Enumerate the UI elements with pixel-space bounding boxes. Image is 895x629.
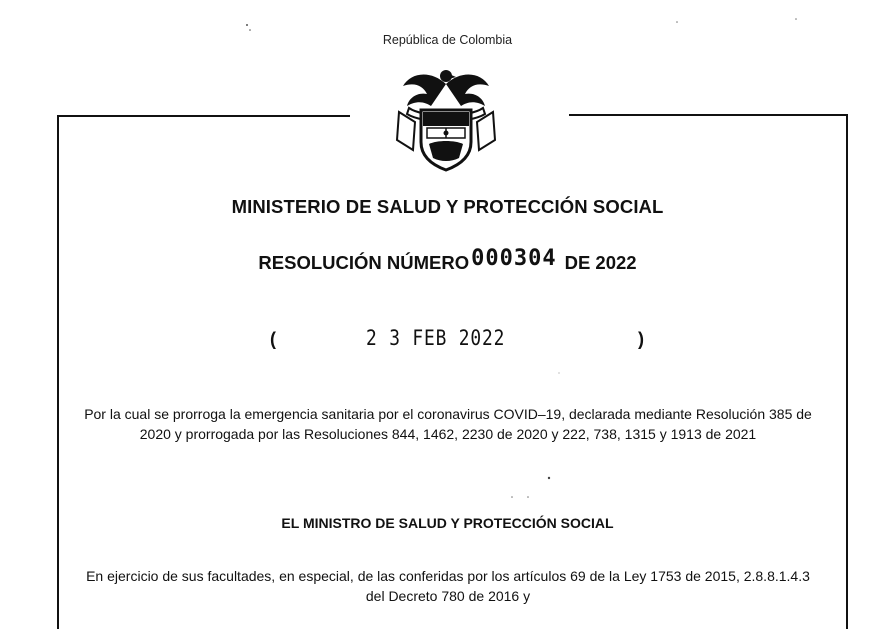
resolution-number-line (0, 246, 895, 274)
minister-heading: EL MINISTRO DE SALUD Y PROTECCIÓN SOCIAL (281, 515, 614, 531)
resolution-year: DE 2022 (564, 252, 637, 273)
republic-label: República de Colombia (382, 33, 513, 47)
resolution-stamp-date: 2 3 FEB 2022 (366, 326, 506, 350)
frame-border-top-right (569, 114, 848, 116)
date-close-paren: ) (638, 329, 644, 349)
frame-border-top-left (57, 115, 350, 117)
frame-border-left (57, 115, 59, 629)
resolution-date-row (0, 326, 895, 356)
frame-border-right (846, 114, 848, 629)
resolution-stamp-number: 000304 (471, 246, 557, 271)
exercise-paragraph: En ejercicio de sus facultades, en especial, de las conferidas por los artículos 69 de la Ley 1753 de 2015, 2.8.8.1.4.3 del Decreto 780 de 2016 y (86, 568, 810, 604)
ministry-title: MINISTERIO DE SALUD Y PROTECCIÓN SOCIAL (231, 196, 664, 217)
coat-of-arms-icon (393, 62, 499, 174)
resolution-summary: Por la cual se prorroga la emergencia sanitaria por el coronavirus COVID–19, declarada mediante Resolución 385 de 2020 y prorrogada por las Resoluciones 844, 1462, 2230 de 2020 y 222, 738, 1315 y 1913 de 2021 (84, 406, 812, 442)
resolution-prefix: RESOLUCIÓN NÚMERO (258, 252, 470, 273)
date-open-paren: ( (270, 329, 276, 349)
